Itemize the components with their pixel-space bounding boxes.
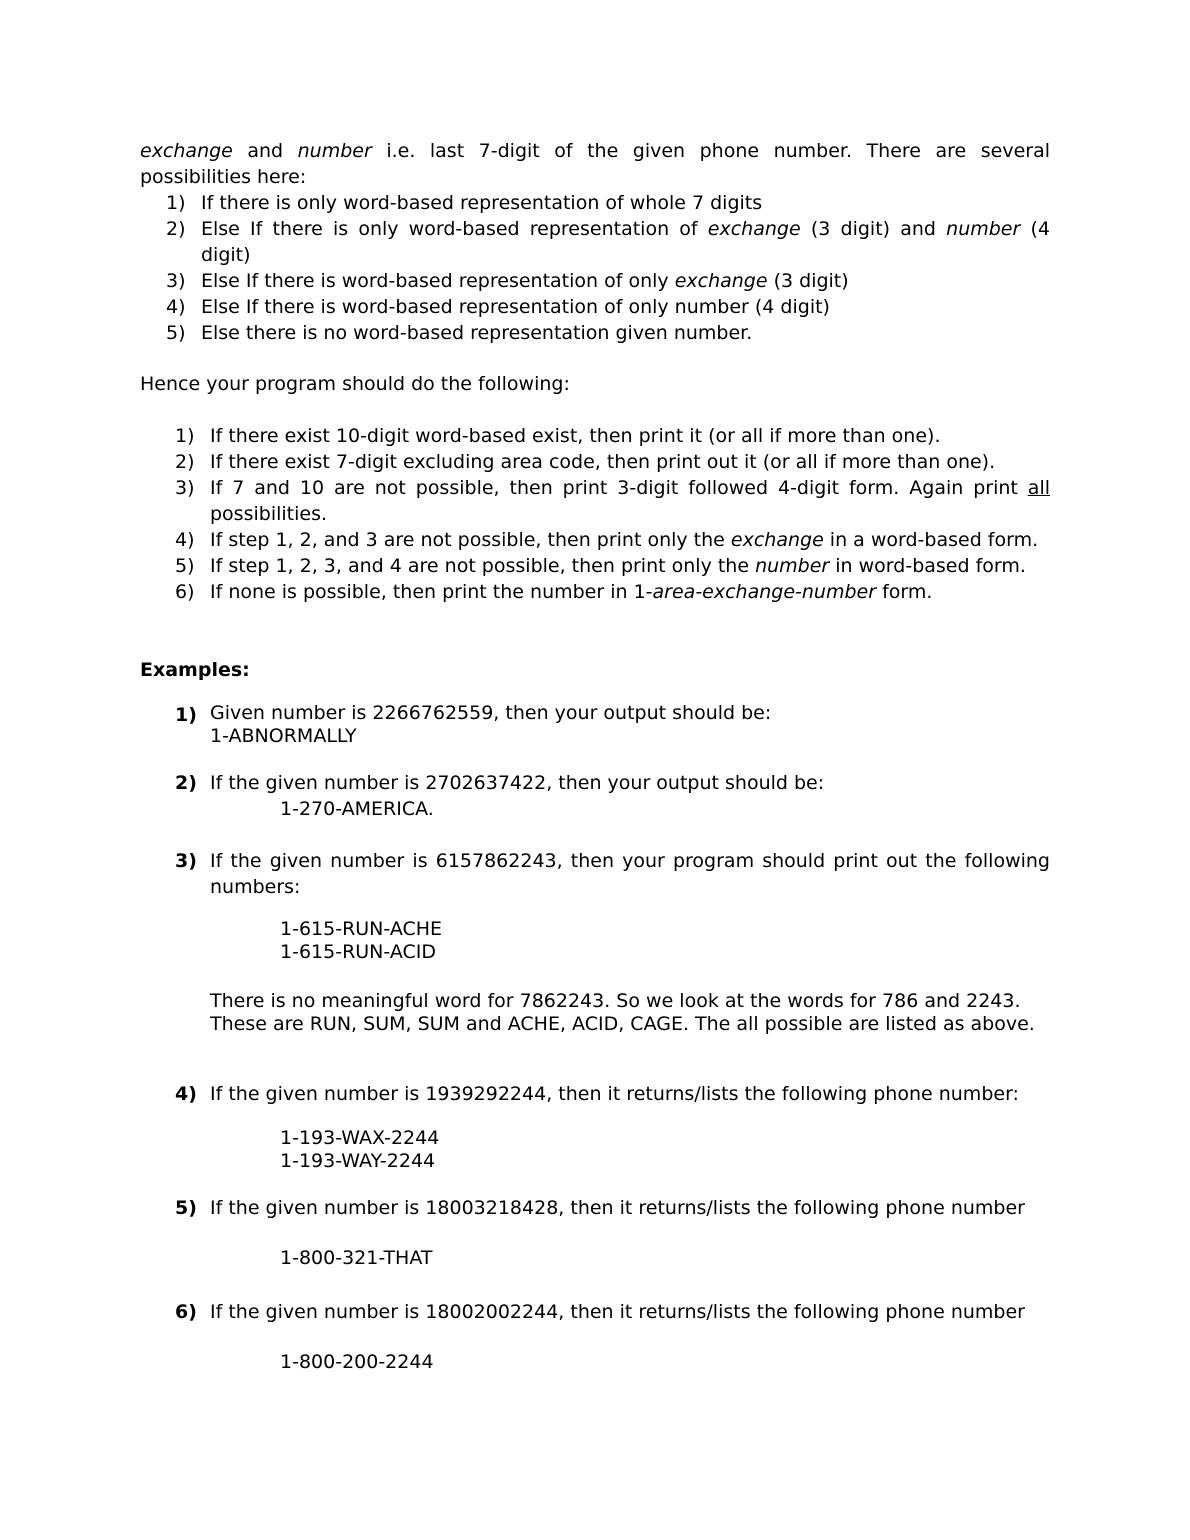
list-item: 2) If there exist 7-digit excluding area code, then print out it (or all if more than one). (175, 451, 996, 473)
examples-heading: Examples: (140, 659, 250, 681)
list-item: 2) Else If there is only word-based representation of exchange (3 digit) and number (4 digit) (166, 218, 1050, 266)
example-5: 5) If the given number is 18003218428, then it returns/lists the following phone number 1-800-321-THAT (175, 1197, 1025, 1269)
example-3: 3) If the given number is 6157862243, then your program should print out the following numbers: 1-615-RUN-ACHE 1-615-RUN-ACID There is no meaningful word for 7862243. So we look at the words for 786 and 2243. These are RUN, SUM, SUM and ACHE, ACID, CAGE. The all possible are listed as above. (175, 850, 1050, 1035)
intro-exchange: exchange (140, 140, 233, 162)
example-1: 1) Given number is 2266762559, then your output should be: 1-ABNORMALLY (175, 702, 772, 747)
list-item: 4) If step 1, 2, and 3 are not possible, then print only the exchange in a word-based form. (175, 529, 1039, 551)
possibilities-list (140, 190, 1050, 346)
intro-paragraph: exchange and number i.e. last 7-digit of the given phone number. There are several possibilities here: (140, 140, 1050, 188)
intro-number: number (297, 140, 372, 162)
list-item: 1) If there is only word-based representation of whole 7 digits (166, 192, 763, 214)
list-item: 1) If there exist 10-digit word-based exist, then print it (or all if more than one). (175, 425, 941, 447)
example-6: 6) If the given number is 18002002244, then it returns/lists the following phone number 1-800-200-2244 (175, 1301, 1025, 1373)
list-item: 5) If step 1, 2, 3, and 4 are not possible, then print only the number in word-based form. (175, 555, 1026, 577)
example-4: 4) If the given number is 1939292244, then it returns/lists the following phone number: 1-193-WAX-2244 1-193-WAY-2244 (175, 1083, 1019, 1172)
hence-paragraph: Hence your program should do the following: (140, 373, 570, 395)
list-item: 4) Else If there is word-based representation of only number (4 digit) (166, 296, 830, 318)
list-item: 3) If 7 and 10 are not possible, then print 3-digit followed 4-digit form. Again print all possibilities. (175, 477, 1050, 525)
list-item: 6) If none is possible, then print the number in 1-area-exchange-number form. (175, 581, 933, 603)
steps-list (140, 423, 1050, 605)
list-item: 5) Else there is no word-based representation given number. (166, 322, 753, 344)
example-2: 2) If the given number is 2702637422, then your output should be: 1-270-AMERICA. (175, 772, 825, 820)
list-item: 3) Else If there is word-based representation of only exchange (3 digit) (166, 270, 849, 292)
